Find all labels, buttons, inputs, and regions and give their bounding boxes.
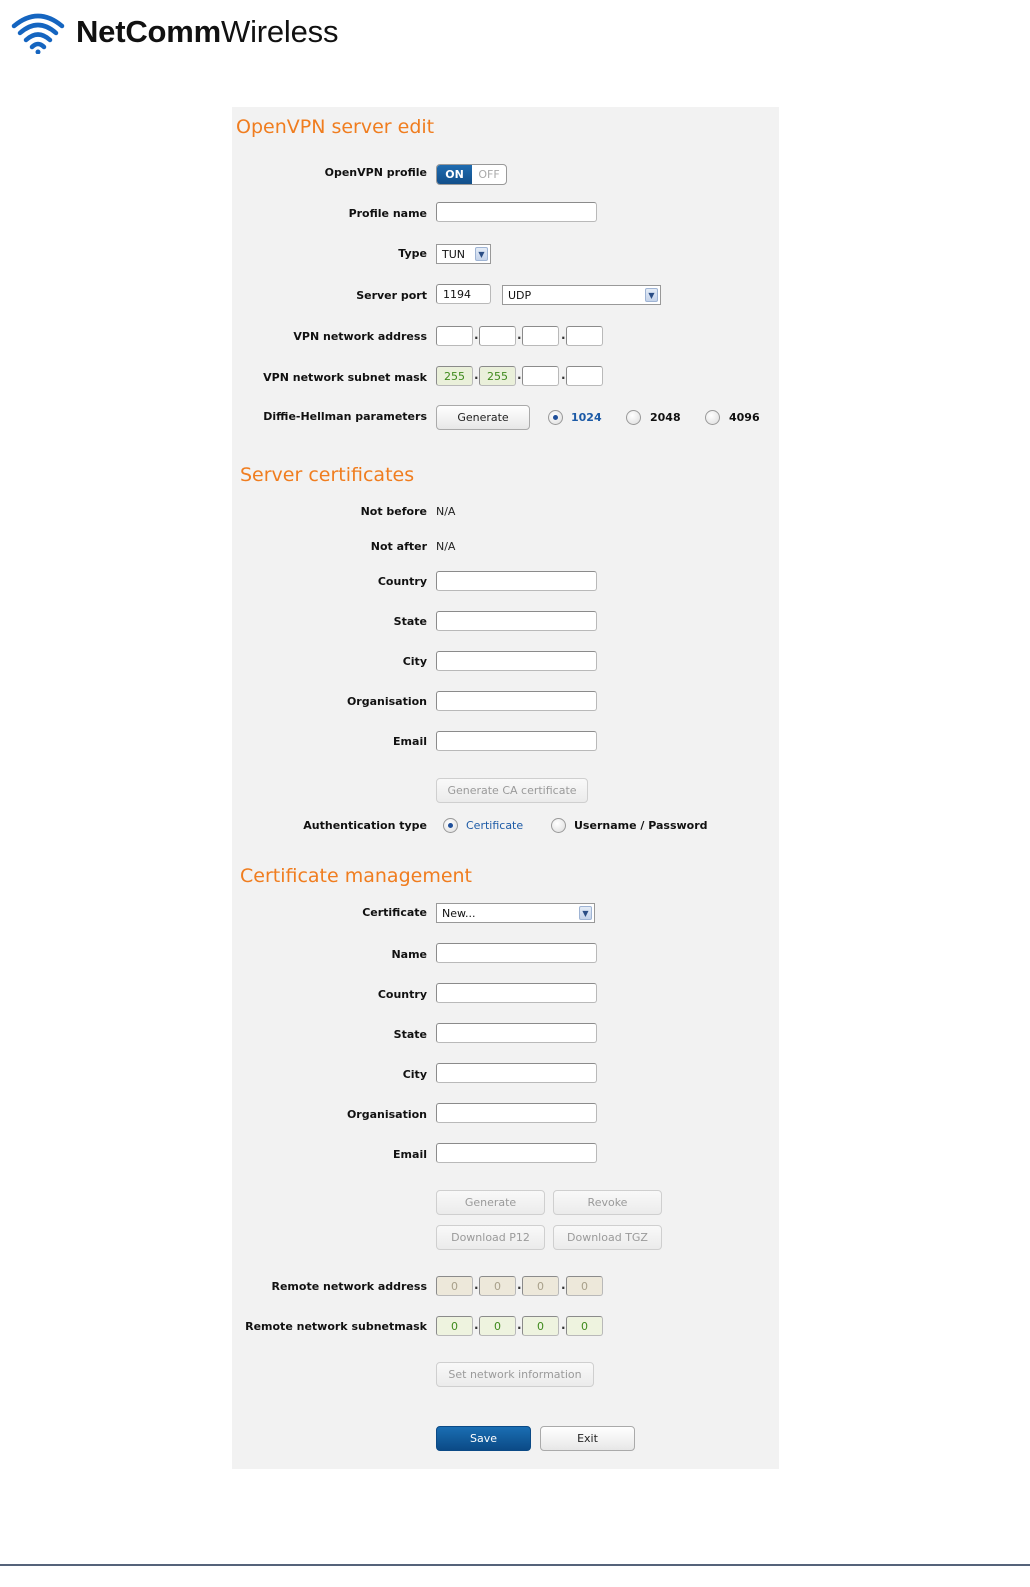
remote-address-octet-1[interactable]: 0 xyxy=(436,1276,473,1296)
octet-separator: · xyxy=(561,1321,566,1335)
server-city-label: City xyxy=(402,655,427,668)
remote-address-octet-2[interactable]: 0 xyxy=(479,1276,516,1296)
dh-radio-4096[interactable] xyxy=(705,410,720,425)
not-after-value: N/A xyxy=(436,540,456,553)
server-country-label: Country xyxy=(377,575,427,588)
vpn-address-octet-1[interactable] xyxy=(436,326,473,346)
chevron-down-icon: ▼ xyxy=(579,906,592,920)
openvpn-profile-toggle[interactable] xyxy=(436,164,507,185)
cert-state-label: State xyxy=(393,1028,427,1041)
cert-city-label: City xyxy=(402,1068,427,1081)
vpn-mask-octet-1[interactable]: 255 xyxy=(436,366,473,386)
dh-radio-1024[interactable] xyxy=(548,410,563,425)
remote-mask-octet-1[interactable]: 0 xyxy=(436,1316,473,1336)
vpn-mask-octet-3[interactable] xyxy=(522,366,559,386)
cert-organisation-label: Organisation xyxy=(346,1108,427,1121)
server-email-input[interactable] xyxy=(436,731,597,751)
authentication-type-label: Authentication type xyxy=(303,819,427,832)
type-select[interactable]: TUN ▼ xyxy=(436,244,491,264)
cert-country-label: Country xyxy=(377,988,427,1001)
octet-separator: · xyxy=(561,331,566,345)
cert-state-input[interactable] xyxy=(436,1023,597,1043)
remote-network-address-label: Remote network address xyxy=(271,1280,427,1293)
auth-option-certificate-label: Certificate xyxy=(466,819,524,832)
octet-separator: · xyxy=(517,1321,522,1335)
cert-organisation-input[interactable] xyxy=(436,1103,597,1123)
profile-name-label: Profile name xyxy=(348,207,427,220)
octet-separator: · xyxy=(561,371,566,385)
remote-mask-octet-3[interactable]: 0 xyxy=(522,1316,559,1336)
section-title-server-certificates: Server certificates xyxy=(240,464,415,486)
octet-separator: · xyxy=(561,1281,566,1295)
certificate-select[interactable]: New... ▼ xyxy=(436,903,595,923)
remote-network-subnetmask-label: Remote network subnetmask xyxy=(245,1320,427,1333)
chevron-down-icon: ▼ xyxy=(645,288,658,302)
server-organisation-input[interactable] xyxy=(436,691,597,711)
not-before-label: Not before xyxy=(360,505,427,518)
vpn-mask-octet-4[interactable] xyxy=(566,366,603,386)
download-tgz-button[interactable]: Download TGZ xyxy=(553,1225,662,1250)
profile-name-input[interactable] xyxy=(436,202,597,222)
cert-name-input[interactable] xyxy=(436,943,597,963)
not-before-value: N/A xyxy=(436,505,456,518)
octet-separator: · xyxy=(474,1281,479,1295)
remote-address-octet-3[interactable]: 0 xyxy=(522,1276,559,1296)
cert-email-label: Email xyxy=(393,1148,427,1161)
server-state-input[interactable] xyxy=(436,611,597,631)
brand-name: NetCommWireless xyxy=(76,13,339,49)
generate-ca-certificate-button[interactable]: Generate CA certificate xyxy=(436,778,588,803)
cert-name-label: Name xyxy=(391,948,427,961)
vpn-subnet-mask-label: VPN network subnet mask xyxy=(263,371,427,384)
octet-separator: · xyxy=(517,371,522,385)
diffie-hellman-label: Diffie-Hellman parameters xyxy=(263,410,427,423)
octet-separator: · xyxy=(474,331,479,345)
auth-radio-username-password[interactable] xyxy=(551,818,566,833)
octet-separator: · xyxy=(517,331,522,345)
remote-mask-octet-4[interactable]: 0 xyxy=(566,1316,603,1336)
dh-generate-button[interactable]: Generate xyxy=(436,405,530,430)
save-button[interactable]: Save xyxy=(436,1426,531,1451)
octet-separator: · xyxy=(474,371,479,385)
server-state-label: State xyxy=(393,615,427,628)
certificate-label: Certificate xyxy=(362,906,427,919)
section-title-certificate-management: Certificate management xyxy=(240,865,473,887)
download-p12-button[interactable]: Download P12 xyxy=(436,1225,545,1250)
octet-separator: · xyxy=(517,1281,522,1295)
server-city-input[interactable] xyxy=(436,651,597,671)
netcomm-logo xyxy=(10,6,338,56)
not-after-label: Not after xyxy=(370,540,427,553)
openvpn-profile-label: OpenVPN profile xyxy=(324,166,427,179)
vpn-address-octet-2[interactable] xyxy=(479,326,516,346)
remote-mask-octet-2[interactable]: 0 xyxy=(479,1316,516,1336)
protocol-select[interactable]: UDP ▼ xyxy=(502,285,661,305)
auth-radio-certificate[interactable] xyxy=(443,818,458,833)
dh-option-2048-label: 2048 xyxy=(650,411,681,424)
toggle-on[interactable]: ON xyxy=(437,165,472,184)
dh-option-4096-label: 4096 xyxy=(729,411,760,424)
auth-option-username-password-label: Username / Password xyxy=(574,819,708,832)
cert-generate-button[interactable]: Generate xyxy=(436,1190,545,1215)
vpn-address-octet-3[interactable] xyxy=(522,326,559,346)
octet-separator: · xyxy=(474,1321,479,1335)
vpn-address-octet-4[interactable] xyxy=(566,326,603,346)
dh-radio-2048[interactable] xyxy=(626,410,641,425)
wifi-logo-icon xyxy=(10,8,66,54)
dh-option-1024-label: 1024 xyxy=(571,411,602,424)
section-title-server-edit: OpenVPN server edit xyxy=(236,116,435,138)
server-port-input[interactable]: 1194 xyxy=(436,284,491,304)
server-email-label: Email xyxy=(393,735,427,748)
vpn-mask-octet-2[interactable]: 255 xyxy=(479,366,516,386)
chevron-down-icon: ▼ xyxy=(475,247,488,261)
server-country-input[interactable] xyxy=(436,571,597,591)
toggle-off[interactable]: OFF xyxy=(478,168,500,181)
server-organisation-label: Organisation xyxy=(346,695,427,708)
exit-button[interactable]: Exit xyxy=(540,1426,635,1451)
set-network-information-button[interactable]: Set network information xyxy=(436,1362,594,1387)
cert-email-input[interactable] xyxy=(436,1143,597,1163)
footer-divider xyxy=(0,1564,1030,1566)
type-label: Type xyxy=(398,247,427,260)
remote-address-octet-4[interactable]: 0 xyxy=(566,1276,603,1296)
cert-country-input[interactable] xyxy=(436,983,597,1003)
cert-revoke-button[interactable]: Revoke xyxy=(553,1190,662,1215)
server-port-label: Server port xyxy=(356,289,427,302)
cert-city-input[interactable] xyxy=(436,1063,597,1083)
vpn-network-address-label: VPN network address xyxy=(293,330,427,343)
